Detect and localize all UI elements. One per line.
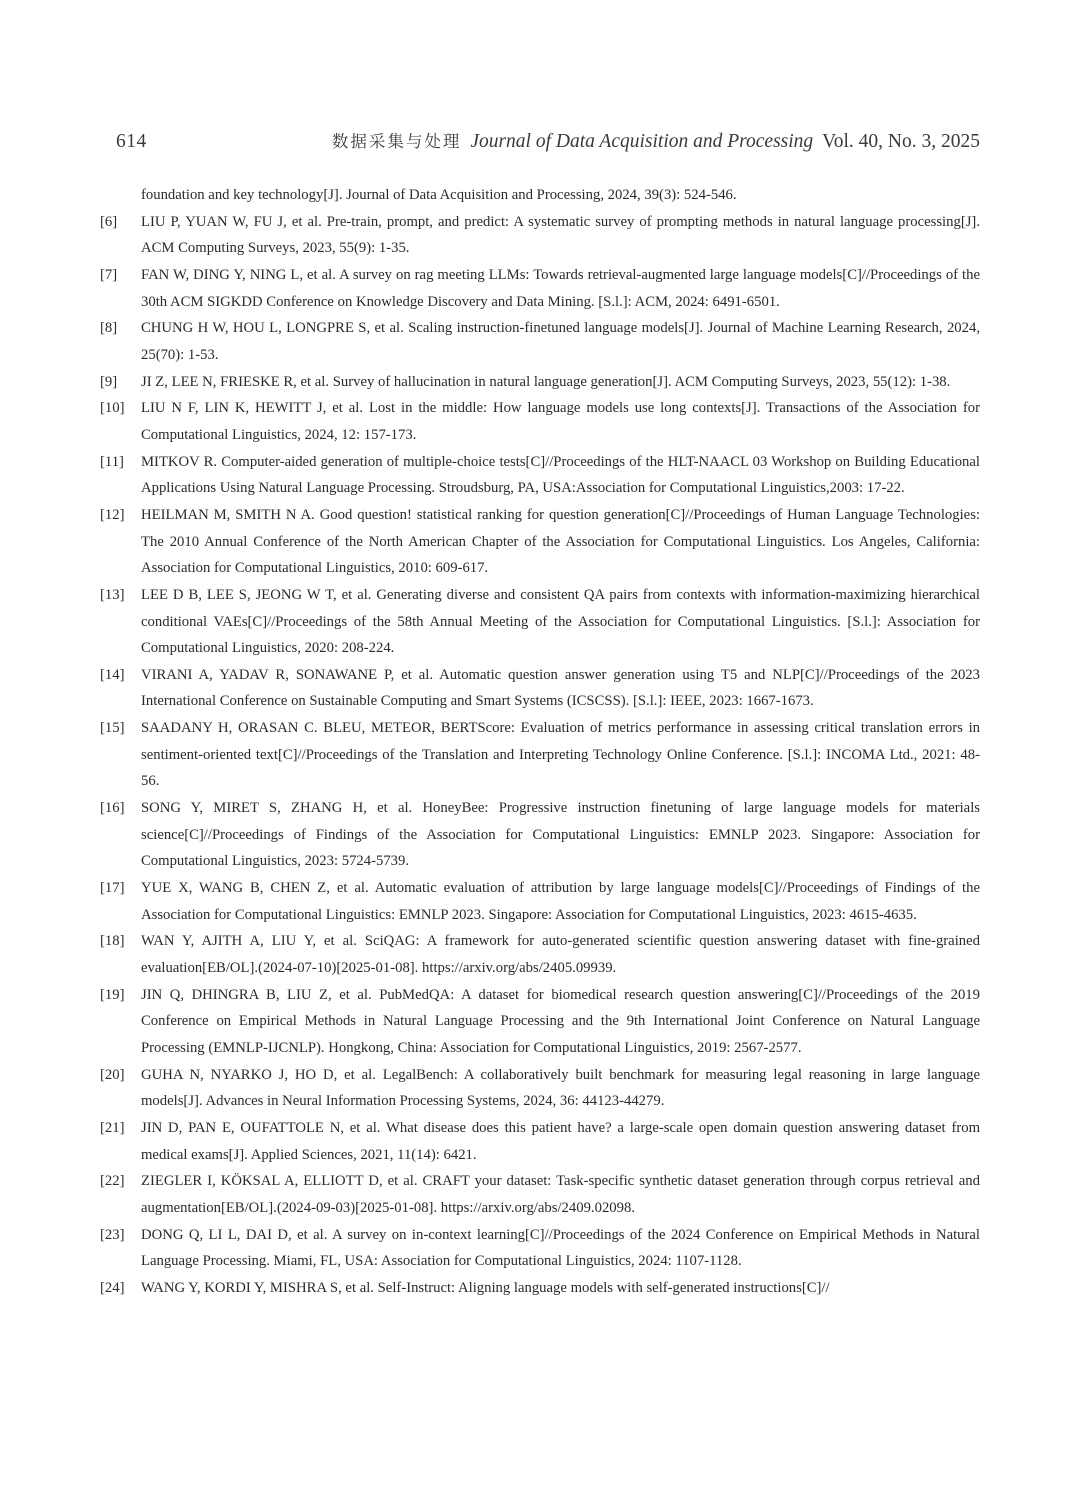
reference-number: [10] xyxy=(100,400,125,417)
reference-number: [7] xyxy=(100,266,118,283)
reference-number: [22] xyxy=(100,1173,125,1190)
reference-text: CHUNG H W, HOU L, LONGPRE S, et al. Scaling instruction-finetuned language models[J]. Journal of Machine Learning Research, 2024, 25(70): 1-53. xyxy=(141,320,980,363)
reference-text: ZIEGLER I, KÖKSAL A, ELLIOTT D, et al. CRAFT your dataset: Task-specific synthetic dataset generation through corpus retrieval and augmentation[EB/OL].(2024-09-03)[2025-01-08]. https://arxiv.org/abs/2409.02098. xyxy=(141,1173,980,1216)
reference-text: FAN W, DING Y, NING L, et al. A survey on rag meeting LLMs: Towards retrieval-augmented large language models[C]//Proceedings of the 30th ACM SIGKDD Conference on Knowledge Discovery and Data Mining. [S.l.]: ACM, 2024: 6491-6501. xyxy=(141,266,980,310)
reference-number: [20] xyxy=(100,1066,125,1083)
reference-entry xyxy=(100,582,980,662)
reference-entry xyxy=(100,449,980,502)
reference-text: SONG Y, MIRET S, ZHANG H, et al. HoneyBee: Progressive instruction finetuning of large language models for materials science[C]//Proceedings of Findings of the Association for Computational Linguistics: EMNLP 2023. Singapore: Association for Computational Linguistics, 2023: 5724-5739. xyxy=(141,800,980,870)
reference-number: [9] xyxy=(100,373,118,390)
reference-text: YUE X, WANG B, CHEN Z, et al. Automatic evaluation of attribution by large language models[C]//Proceedings of Findings of the Association for Computational Linguistics: EMNLP 2023. Singapore: Association for Computational Linguistics, 2023: 4615-4635. xyxy=(141,880,980,923)
journal-title-chinese: 数据采集与处理 xyxy=(331,132,462,151)
reference-entry xyxy=(100,315,980,368)
reference-entry xyxy=(100,715,980,795)
reference-text: WAN Y, AJITH A, LIU Y, et al. SciQAG: A framework for auto-generated scientific question answering dataset with fine-grained evaluation[EB/OL].(2024-07-10)[2025-01-08]. https://arxiv.org/abs/2405.09939. xyxy=(141,933,980,977)
reference-number: [14] xyxy=(100,666,125,683)
reference-number: [17] xyxy=(100,880,125,897)
reference-entry xyxy=(100,262,980,315)
reference-text: LEE D B, LEE S, JEONG W T, et al. Generating diverse and consistent QA pairs from contexts with information-maximizing hierarchical conditional VAEs[C]//Proceedings of the 58th Annual Meeting of the Association for Computational Linguistics. [S.l.]: Association for Computational Linguistics, 2020: 208-224. xyxy=(141,586,980,657)
reference-entry xyxy=(100,395,980,448)
reference-text: WANG Y, KORDI Y, MISHRA S, et al. Self-Instruct: Aligning language models with self-generated instructions[C]// xyxy=(141,1279,830,1296)
reference-text: LIU N F, LIN K, HEWITT J, et al. Lost in the middle: How language models use long contexts[J]. Transactions of the Association for Computational Linguistics, 2024, 12: 157-173. xyxy=(141,400,980,443)
reference-entry xyxy=(100,502,980,582)
running-header xyxy=(116,128,980,164)
journal-info xyxy=(332,128,980,153)
reference-continuation: foundation and key technology[J]. Journal of Data Acquisition and Processing, 2024, 39(3): 524-546. xyxy=(141,187,737,203)
reference-entry xyxy=(100,795,980,875)
reference-entry xyxy=(100,1115,980,1168)
reference-number: [15] xyxy=(100,720,125,737)
reference-text: GUHA N, NYARKO J, HO D, et al. LegalBench: A collaboratively built benchmark for measuring legal reasoning in large language models[J]. Advances in Neural Information Processing Systems, 2024, 36: 44123-44279. xyxy=(141,1066,980,1110)
volume-issue-year: Vol. 40, No. 3, 2025 xyxy=(822,131,980,152)
reference-number: [18] xyxy=(100,933,125,950)
reference-entry xyxy=(100,1168,980,1221)
reference-number: [8] xyxy=(100,320,118,337)
reference-entry xyxy=(100,928,980,981)
reference-text: JI Z, LEE N, FRIESKE R, et al. Survey of hallucination in natural language generation[J]. ACM Computing Surveys, 2023, 55(12): 1-38. xyxy=(141,373,951,390)
reference-entry xyxy=(100,982,980,1062)
page-number: 614 xyxy=(116,131,147,152)
reference-number: [13] xyxy=(100,586,125,603)
reference-number: [19] xyxy=(100,986,125,1003)
reference-number: [6] xyxy=(100,213,118,230)
reference-number: [23] xyxy=(100,1226,125,1243)
reference-entries xyxy=(100,209,980,1302)
reference-text: DONG Q, LI L, DAI D, et al. A survey on in-context learning[C]//Proceedings of the 2024 Conference on Empirical Methods in Natural Language Processing. Miami, FL, USA: Association for Computational Linguistics, 2024: 1107-1128. xyxy=(141,1226,980,1270)
reference-entry xyxy=(100,1062,980,1115)
journal-title-english: Journal of Data Acquisition and Processing xyxy=(470,131,814,152)
reference-entry xyxy=(100,662,980,715)
reference-entry xyxy=(100,875,980,928)
reference-entry xyxy=(100,209,980,262)
reference-number: [16] xyxy=(100,800,125,817)
reference-text: LIU P, YUAN W, FU J, et al. Pre-train, prompt, and predict: A systematic survey of prompting methods in natural language processing[J]. ACM Computing Surveys, 2023, 55(9): 1-35. xyxy=(141,213,980,257)
reference-entry xyxy=(100,1222,980,1275)
reference-text: MITKOV R. Computer-aided generation of multiple-choice tests[C]//Proceedings of the HLT-NAACL 03 Workshop on Building Educational Applications Using Natural Language Processing. Stroudsburg, PA, USA:Association for Computational Linguistics,2003: 17-22. xyxy=(141,453,980,497)
reference-number: [24] xyxy=(100,1279,125,1296)
reference-entry xyxy=(100,1275,980,1302)
reference-text: SAADANY H, ORASAN C. BLEU, METEOR, BERTScore: Evaluation of metrics performance in assessing critical translation errors in sentiment-oriented text[C]//Proceedings of the Translation and Interpreting Technology Online Conference. [S.l.]: INCOMA Ltd., 2021: 48-56. xyxy=(141,720,980,790)
reference-text: JIN Q, DHINGRA B, LIU Z, et al. PubMedQA: A dataset for biomedical research question answering[C]//Proceedings of the 2019 Conference on Empirical Methods in Natural Language Processing and the 9th International Joint Conference on Natural Language Processing (EMNLP-IJCNLP). Hongkong, China: Association for Computational Linguistics, 2019: 2567-2577. xyxy=(141,986,980,1056)
reference-number: [11] xyxy=(100,453,124,470)
reference-number: [21] xyxy=(100,1119,125,1136)
reference-number: [12] xyxy=(100,506,125,523)
reference-entry xyxy=(100,369,980,396)
reference-text: JIN D, PAN E, OUFATTOLE N, et al. What disease does this patient have? a large-scale open domain question answering dataset from medical exams[J]. Applied Sciences, 2021, 11(14): 6421. xyxy=(141,1119,980,1163)
reference-list xyxy=(100,182,980,1302)
reference-text: HEILMAN M, SMITH N A. Good question! statistical ranking for question generation[C]//Proceedings of Human Language Technologies: The 2010 Annual Conference of the North American Chapter of the Association for Computational Linguistics. Los Angeles, California: Association for Computational Linguistics, 2010: 609-617. xyxy=(141,506,980,577)
reference-text: VIRANI A, YADAV R, SONAWANE P, et al. Automatic question answer generation using T5 and NLP[C]//Proceedings of the 2023 International Conference on Sustainable Computing and Smart Systems (ICSCSS). [S.l.]: IEEE, 2023: 1667-1673. xyxy=(141,666,980,710)
